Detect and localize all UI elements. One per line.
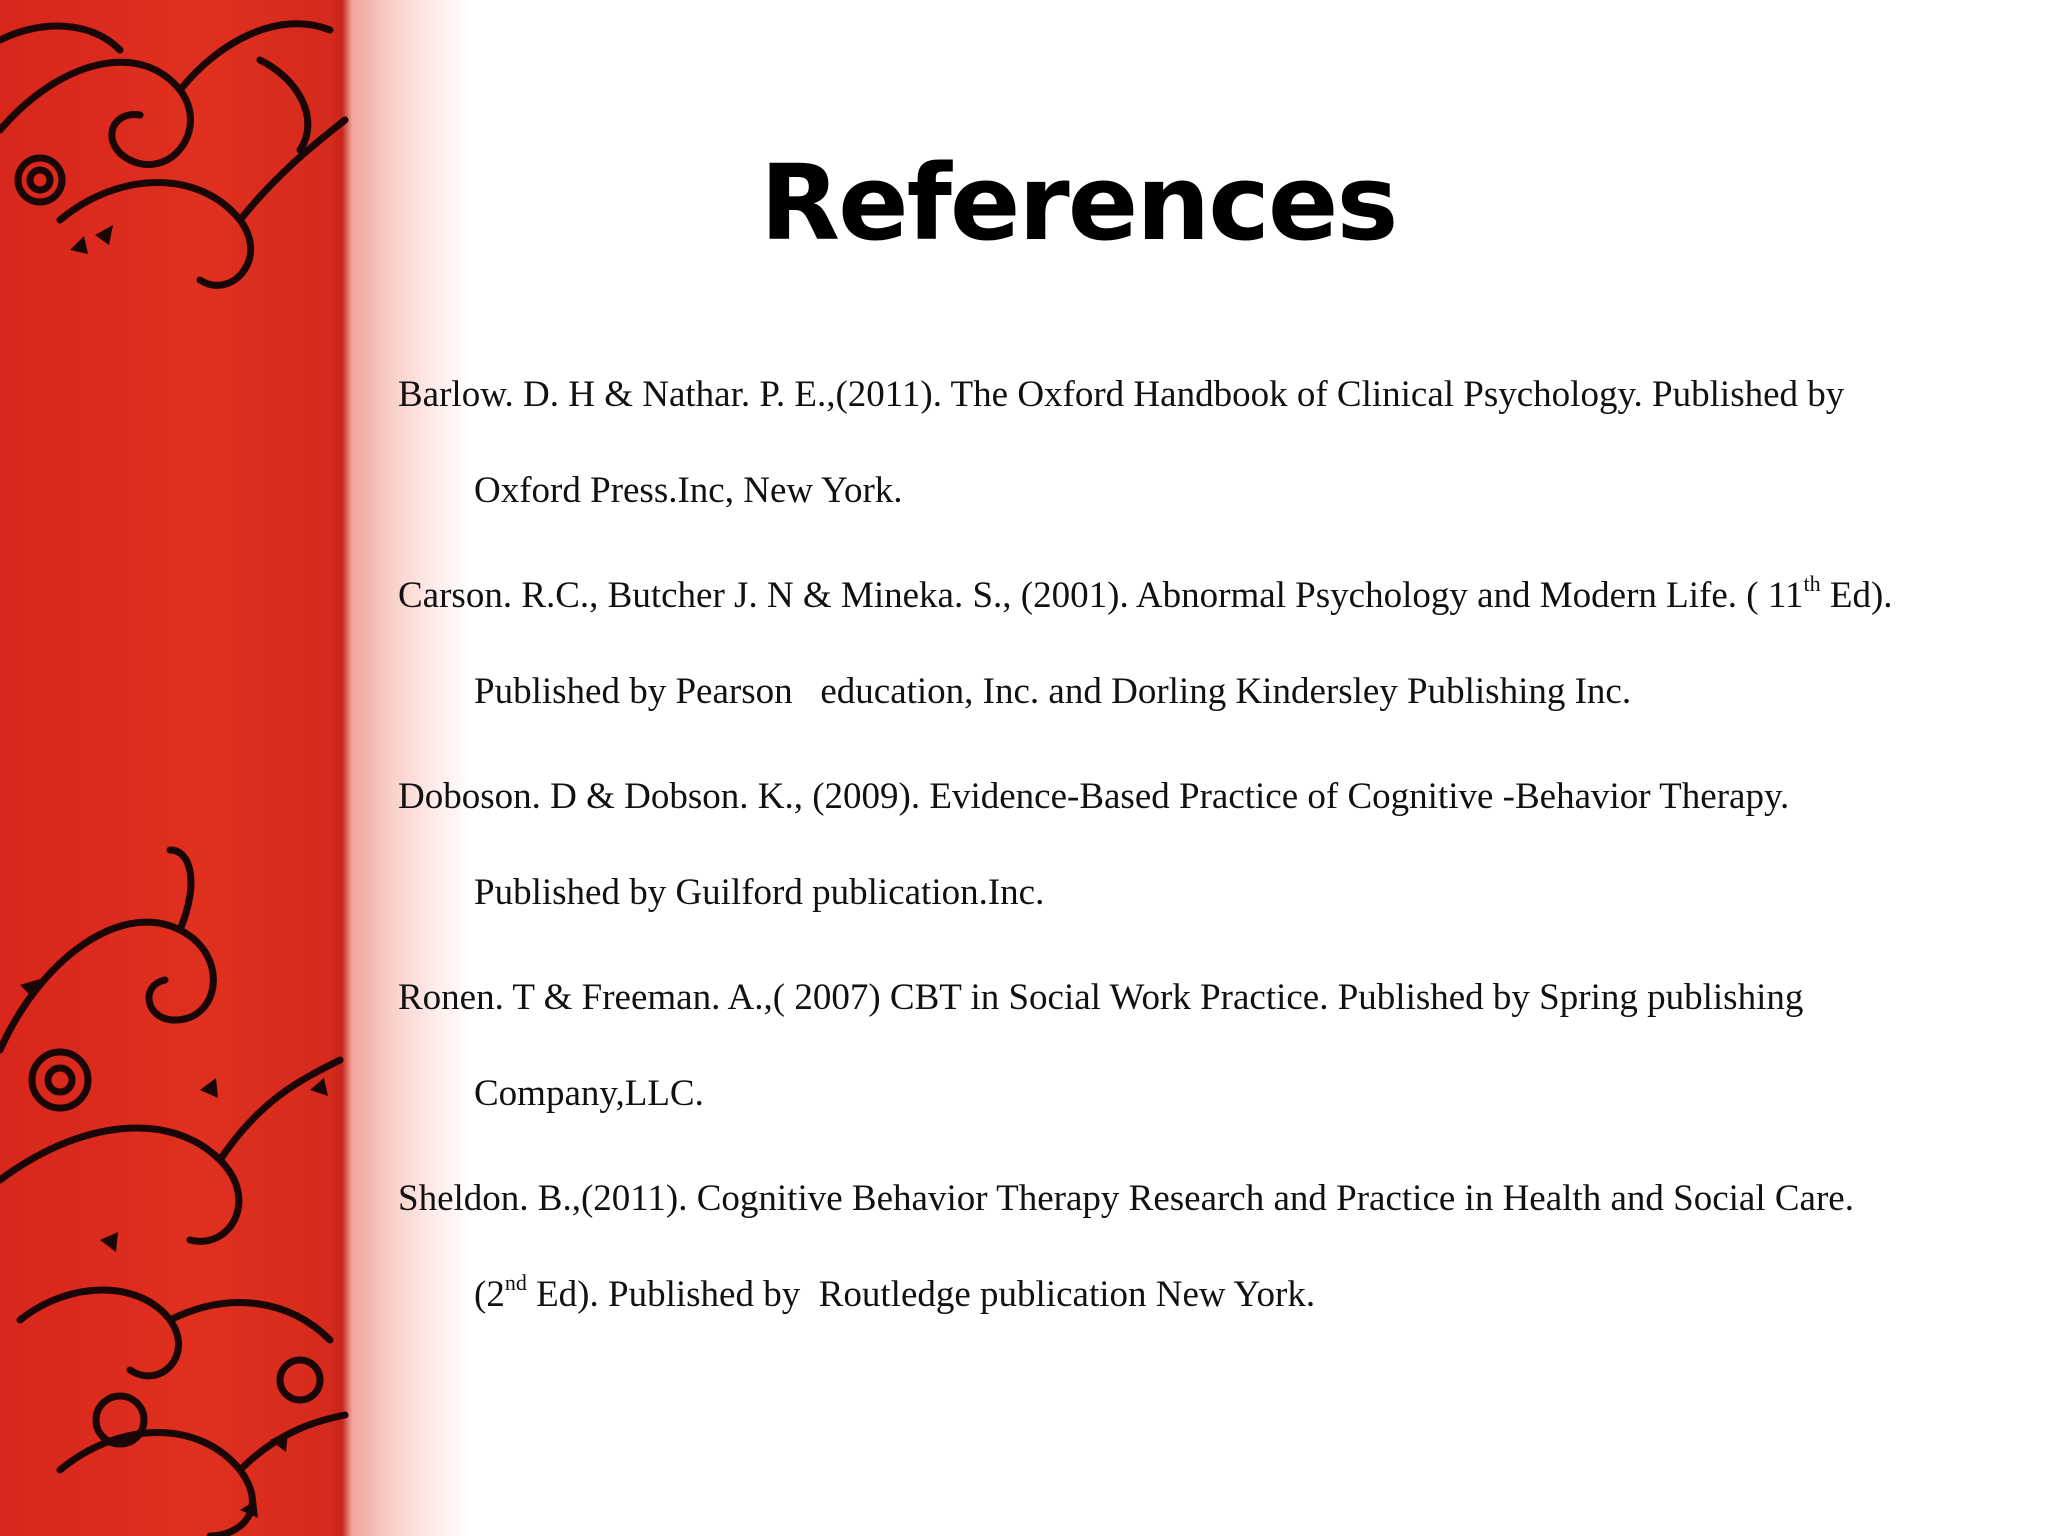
reference-item: [398, 556, 2028, 757]
reference-line-continued: Oxford Press.Inc, New York.: [474, 470, 903, 511]
references-list: [398, 355, 2028, 1360]
reference-text: (2: [474, 1274, 505, 1315]
reference-text: Ed).: [1820, 575, 1893, 616]
superscript: nd: [504, 1270, 527, 1295]
reference-line-continued: Published by Pearson education, Inc. and Dorling Kindersley Publishing Inc.: [474, 671, 1632, 712]
page-title: References: [760, 142, 1397, 264]
reference-line-continued: Company,LLC.: [474, 1073, 704, 1114]
reference-line: Doboson. D & Dobson. K., (2009). Evidence-Based Practice of Cognitive -Behavior Therapy.: [398, 776, 1790, 817]
reference-line: Ronen. T & Freeman. A.,( 2007) CBT in Social Work Practice. Published by Spring publishing: [398, 977, 1804, 1018]
reference-line-continued: Published by Guilford publication.Inc.: [474, 872, 1045, 913]
reference-line: [398, 556, 2028, 652]
reference-line: Sheldon. B.,(2011). Cognitive Behavior Therapy Research and Practice in Health and Social Care.: [398, 1178, 1854, 1219]
reference-item: [398, 757, 2028, 958]
reference-item: [398, 355, 2028, 556]
reference-item: [398, 1159, 2028, 1360]
reference-line: Barlow. D. H & Nathar. P. E.,(2011). The Oxford Handbook of Clinical Psychology. Published by: [398, 374, 1845, 415]
reference-line-continued: [398, 1255, 2028, 1360]
superscript: th: [1803, 571, 1821, 596]
reference-text: Carson. R.C., Butcher J. N & Mineka. S., (2001). Abnormal Psychology and Modern Life. ( 11: [398, 575, 1804, 616]
reference-text: Ed). Published by Routledge publication New York.: [526, 1274, 1316, 1315]
reference-item: [398, 958, 2028, 1159]
